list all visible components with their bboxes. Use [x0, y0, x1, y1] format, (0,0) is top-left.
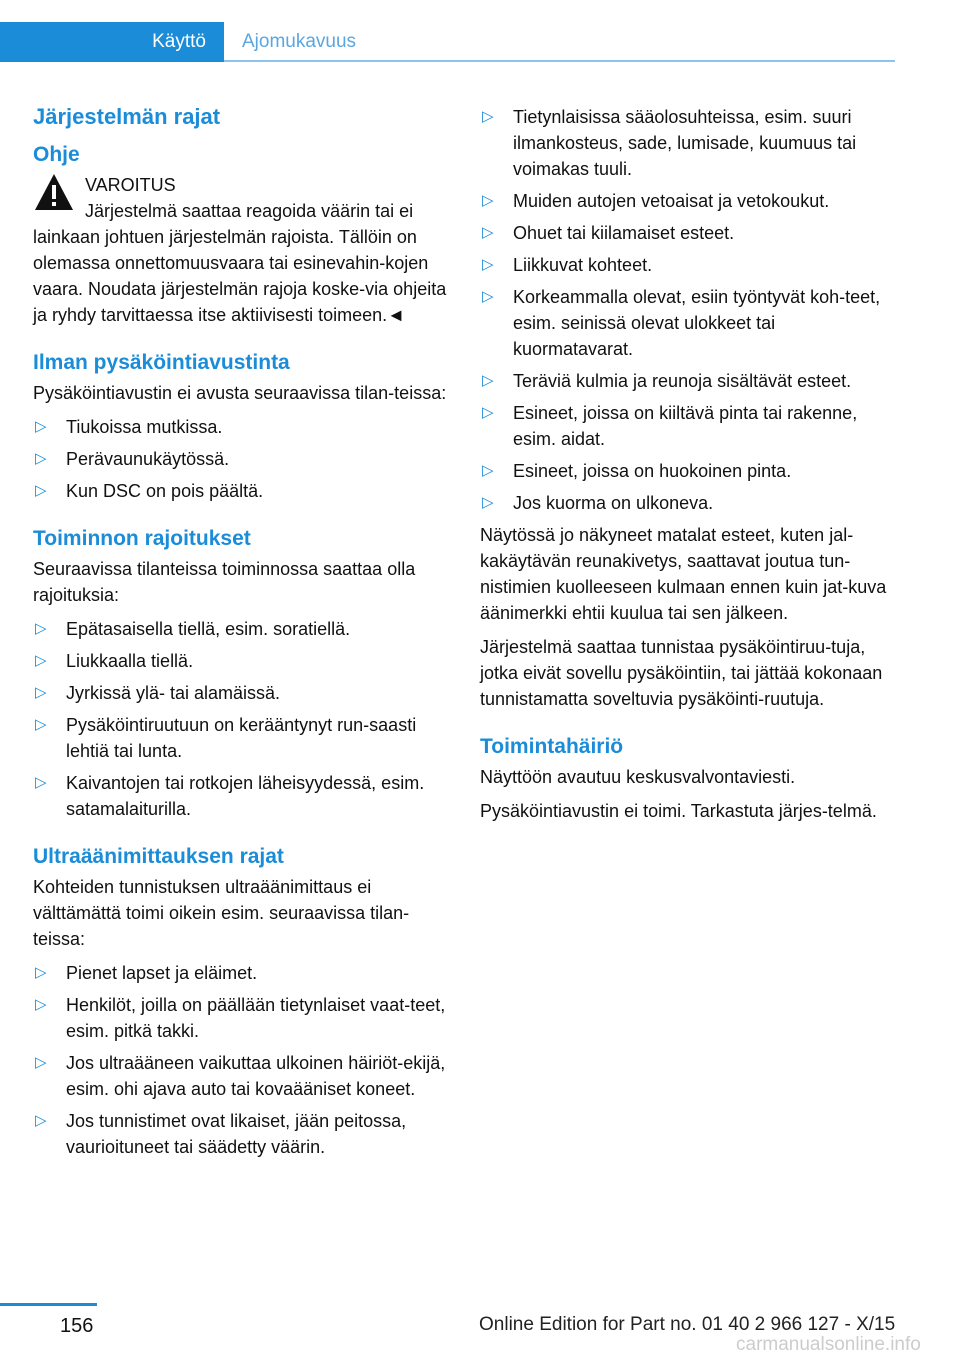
- list-item: [33, 712, 449, 764]
- bullet-icon: ▷: [482, 192, 494, 209]
- tab-kaytto-label: Käyttö: [152, 31, 206, 52]
- right-column: [480, 100, 896, 832]
- list-item-text: Perävaunukäytössä.: [66, 449, 230, 469]
- warning-triangle-icon: [33, 172, 75, 212]
- list-item: [480, 490, 896, 516]
- bullet-icon: ▷: [482, 404, 494, 421]
- bullet-icon: ▷: [482, 494, 494, 511]
- section-tabs: [0, 22, 895, 62]
- rajoitukset-list: [33, 616, 449, 822]
- list-item: [480, 400, 896, 452]
- list-item-text: Epätasaisella tiellä, esim. soratiellä.: [66, 619, 351, 639]
- list-item: [33, 960, 449, 986]
- list-item-text: Jyrkissä ylä- tai alamäissä.: [66, 683, 281, 703]
- list-item-text: Jos tunnistimet ovat likaiset, jään peitossa, vaurioituneet tai säädetty väärin.: [66, 1111, 407, 1157]
- list-item: [480, 220, 896, 246]
- fault-paragraph-2: Pysäköintiavustin ei toimi. Tarkastuta järjes-telmä.: [480, 801, 877, 821]
- list-item-text: Muiden autojen vetoaisat ja vetokoukut.: [513, 191, 830, 211]
- list-item-text: Jos ultraääneen vaikuttaa ulkoinen häiriöt-ekijä, esim. ohi ajava auto tai kovaääniset koneet.: [66, 1053, 446, 1099]
- tab-ajomukavuus-label: Ajomukavuus: [242, 31, 357, 52]
- list-item-text: Pienet lapset ja eläimet.: [66, 963, 258, 983]
- tab-underline: [224, 60, 895, 62]
- edition-footer: Online Edition for Part no. 01 40 2 966 127 - X/15: [479, 1314, 896, 1335]
- ilman-list: [33, 414, 449, 504]
- bullet-icon: ▷: [35, 716, 47, 733]
- list-item-text: Liikkuvat kohteet.: [513, 255, 653, 275]
- bullet-icon: ▷: [482, 256, 494, 273]
- tab-ajomukavuus[interactable]: [242, 22, 356, 62]
- list-item-text: Henkilöt, joilla on päällään tietynlaiset vaat-teet, esim. pitkä takki.: [66, 995, 446, 1041]
- list-item: [33, 446, 449, 472]
- heading-ilman: Ilman pysäköintiavustinta: [33, 351, 290, 374]
- bullet-icon: ▷: [482, 108, 494, 125]
- rajoitukset-intro: Seuraavissa tilanteissa toiminnossa saattaa olla rajoituksia:: [33, 559, 416, 605]
- ultra-intro: Kohteiden tunnistuksen ultraäänimittaus ei välttämättä toimi oikein esim. seuraavissa tilan-teissa:: [33, 877, 410, 949]
- tab-kaytto[interactable]: [0, 22, 224, 62]
- warning-text: [33, 198, 449, 328]
- list-item: [33, 680, 449, 706]
- bullet-icon: ▷: [35, 1054, 47, 1071]
- list-item: [33, 1050, 449, 1102]
- list-item: [33, 1108, 449, 1160]
- bullet-icon: ▷: [35, 450, 47, 467]
- bullet-icon: ▷: [482, 462, 494, 479]
- heading-rajoitukset: Toiminnon rajoitukset: [33, 527, 251, 550]
- bullet-icon: ▷: [482, 372, 494, 389]
- list-item: [33, 648, 449, 674]
- list-item: [33, 770, 449, 822]
- bullet-icon: ▷: [35, 418, 47, 435]
- list-item: [33, 992, 449, 1044]
- bullet-icon: ▷: [35, 652, 47, 669]
- list-item-text: Tiukoissa mutkissa.: [66, 417, 223, 437]
- list-item: [33, 478, 449, 504]
- warning-box: [33, 172, 449, 328]
- list-item: [480, 188, 896, 214]
- bullet-icon: ▷: [35, 996, 47, 1013]
- list-item-text: Korkeammalla olevat, esiin työntyvät koh-teet, esim. seinissä olevat ulokkeet tai kuormatavarat.: [513, 287, 881, 359]
- bullet-icon: ▷: [35, 684, 47, 701]
- list-item-text: Jos kuorma on ulkoneva.: [513, 493, 714, 513]
- left-column: [33, 100, 449, 1166]
- fault-paragraph-1: Näyttöön avautuu keskusvalvontaviesti.: [480, 767, 796, 787]
- list-item-text: Liukkaalla tiellä.: [66, 651, 194, 671]
- list-item: [480, 104, 896, 182]
- bullet-icon: ▷: [35, 482, 47, 499]
- list-item-text: Ohuet tai kiilamaiset esteet.: [513, 223, 735, 243]
- dead-angle-paragraph: Näytössä jo näkyneet matalat esteet, kuten jal-kakäytävän reunakivetys, saattavat joutua tun-nistimien kuolleeseen kulmaan ennen kuin jat-kuva äänimerkki ehtii kuulua tai sen jälkeen.: [480, 525, 887, 623]
- page-number-rule: [0, 1303, 97, 1306]
- right-list: [480, 104, 896, 516]
- parking-space-paragraph: Järjestelmä saattaa tunnistaa pysäköintiruu-tuja, jotka eivät sovellu pysäköintiin, tai jättää kokonaan tunnistamatta soveltuvia pysäköinti-ruutuja.: [480, 637, 883, 709]
- page-number: 156: [60, 1315, 94, 1337]
- list-item: [33, 414, 449, 440]
- warning-text-first: Järjestelmä saattaa reagoida väärin tai ei: [85, 201, 414, 221]
- bullet-icon: ▷: [35, 620, 47, 637]
- list-item-text: Esineet, joissa on huokoinen pinta.: [513, 461, 792, 481]
- warning-text-rest: lainkaan johtuen järjestelmän rajoista. Tällöin on olemassa onnettomuusvaara tai esinevahin-kojen vaara. Noudata järjestelmän rajoja koske-via ohjeita ja ryhdy tarvittaessa itse aktiivisesti toimeen.◄: [33, 227, 447, 325]
- bullet-icon: ▷: [482, 224, 494, 241]
- page-title: Järjestelmän rajat: [33, 104, 221, 129]
- watermark: carmanualsonline.info: [736, 1334, 921, 1355]
- list-item-text: Teräviä kulmia ja reunoja sisältävät esteet.: [513, 371, 852, 391]
- list-item: [480, 284, 896, 362]
- heading-fault: Toimintahäiriö: [480, 735, 624, 758]
- ilman-intro: Pysäköintiavustin ei avusta seuraavissa tilan-teissa:: [33, 383, 447, 403]
- list-item-text: Pysäköintiruutuun on kerääntynyt run-saasti lehtiä tai lunta.: [66, 715, 417, 761]
- bullet-icon: ▷: [35, 1112, 47, 1129]
- list-item: [33, 616, 449, 642]
- list-item: [480, 458, 896, 484]
- bullet-icon: ▷: [35, 964, 47, 981]
- heading-ultra: Ultraäänimittauksen rajat: [33, 845, 284, 868]
- warning-label: VAROITUS: [85, 175, 176, 195]
- bullet-icon: ▷: [482, 288, 494, 305]
- list-item-text: Esineet, joissa on kiiltävä pinta tai rakenne, esim. aidat.: [513, 403, 858, 449]
- heading-ohje: Ohje: [33, 143, 80, 166]
- list-item-text: Kun DSC on pois päältä.: [66, 481, 264, 501]
- ultra-list: [33, 960, 449, 1160]
- list-item: [480, 368, 896, 394]
- list-item-text: Kaivantojen tai rotkojen läheisyydessä, esim. satamalaiturilla.: [66, 773, 425, 819]
- list-item-text: Tietynlaisissa sääolosuhteissa, esim. suuri ilmankosteus, sade, lumisade, kuumuus tai voimakas tuuli.: [513, 107, 857, 179]
- bullet-icon: ▷: [35, 774, 47, 791]
- list-item: [480, 252, 896, 278]
